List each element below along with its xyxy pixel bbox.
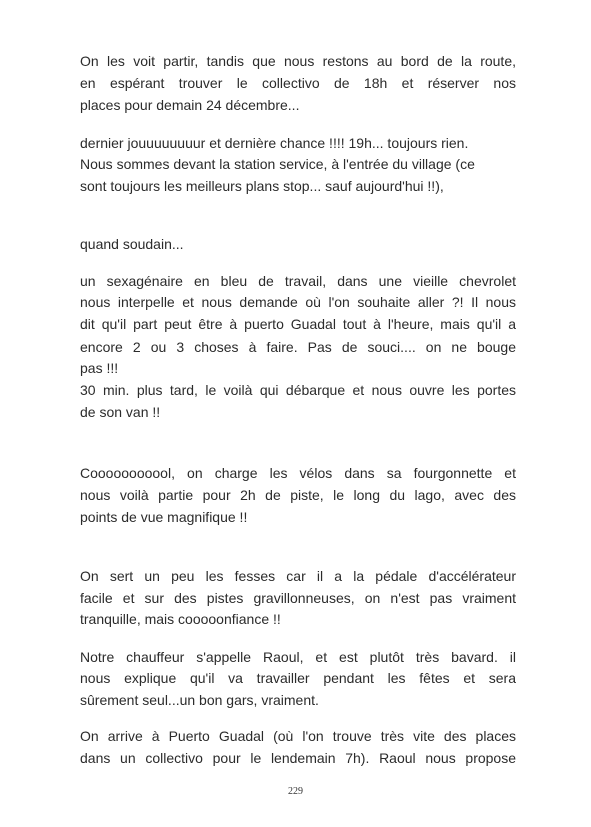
paragraph-4-line-4: encore 2 ou 3 choses à faire. Pas de souci.... on ne bouge (80, 339, 516, 355)
paragraph-3-line-1: quand soudain... (80, 236, 184, 252)
paragraph-4-line-7: de son van !! (80, 404, 161, 420)
paragraph-7-line-1: Notre chauffeur s'appelle Raoul, et est plutôt très bavard. il (80, 649, 516, 665)
paragraph-5-line-1: Cooooooooool, on charge les vélos dans sa fourgonnette et (80, 465, 516, 481)
paragraph-5-line-2: nous voilà partie pour 2h de piste, le long du lago, avec des (80, 487, 516, 503)
page-number: 229 (288, 786, 303, 797)
paragraph-4-line-3: dit qu'il part peut être à puerto Guadal tout à l'heure, mais qu'il a (80, 316, 516, 332)
paragraph-7-line-3: sûrement seul...un bon gars, vraiment. (80, 692, 319, 708)
paragraph-2-line-3: sont toujours les meilleurs plans stop... sauf aujourd'hui !!), (80, 178, 444, 194)
paragraph-2-line-1: dernier jouuuuuuuur et dernière chance !!!! 19h... toujours rien. (80, 135, 469, 151)
paragraph-1-line-2: en espérant trouver le collectivo de 18h et réserver nos (80, 75, 516, 91)
paragraph-4-line-2: nous interpelle et nous demande où l'on souhaite aller ?! Il nous (80, 294, 516, 310)
paragraph-6-line-3: tranquille, mais cooooonfiance !! (80, 611, 281, 627)
paragraph-1-line-1: On les voit partir, tandis que nous restons au bord de la route, (80, 53, 516, 69)
paragraph-4-line-1: un sexagénaire en bleu de travail, dans une vieille chevrolet (80, 273, 516, 289)
paragraph-5-line-3: points de vue magnifique !! (80, 509, 248, 525)
paragraph-8-line-2: dans un collectivo pour le lendemain 7h). Raoul nous propose (80, 750, 516, 766)
paragraph-4-line-5: pas !!! (80, 360, 119, 376)
paragraph-7-line-2: nous explique qu'il va travailler pendant les fêtes et sera (80, 670, 516, 686)
paragraph-6-line-1: On sert un peu les fesses car il a la pédale d'accélérateur (80, 568, 516, 584)
paragraph-6-line-2: facile et sur des pistes gravillonneuses, on n'est pas vraiment (80, 590, 516, 606)
paragraph-1-line-3: places pour demain 24 décembre... (80, 97, 300, 113)
paragraph-4-line-6: 30 min. plus tard, le voilà qui débarque et nous ouvre les portes (80, 382, 516, 398)
paragraph-2-line-2: Nous sommes devant la station service, à l'entrée du village (ce (80, 156, 475, 172)
paragraph-8-line-1: On arrive à Puerto Guadal (où l'on trouve très vite des places (80, 728, 516, 744)
